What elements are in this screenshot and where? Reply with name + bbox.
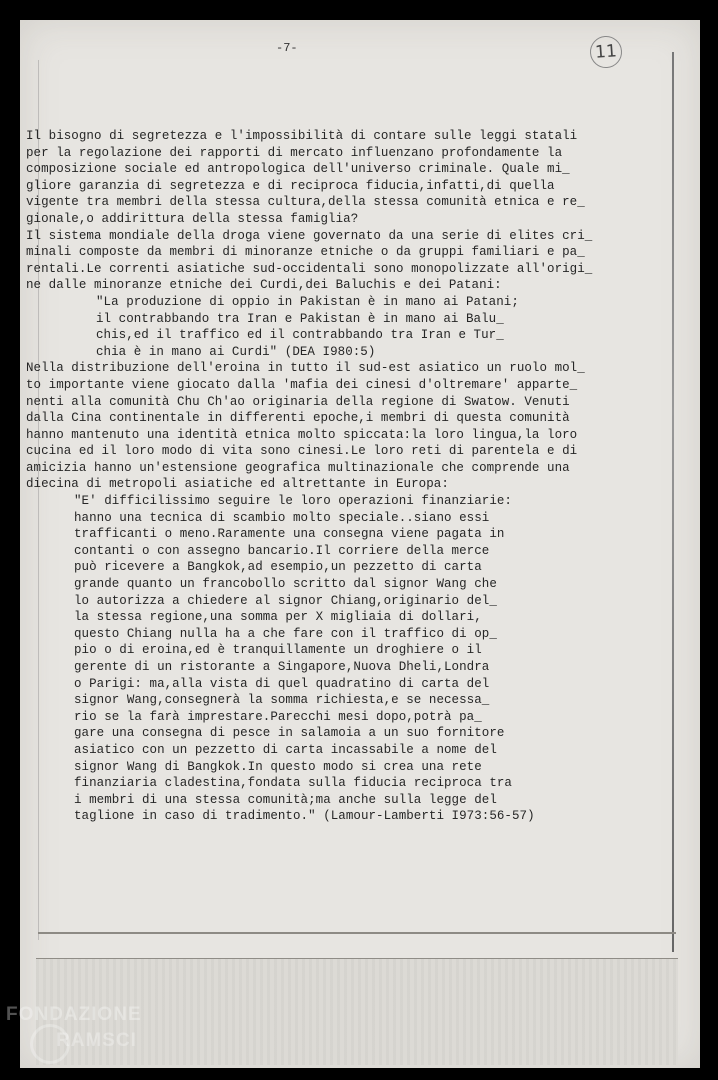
text-line: rentali.Le correnti asiatiche sud-occidentali sono monopolizzate all'origi_	[26, 261, 593, 276]
text-line: hanno mantenuto una identità etnica molto spiccata:la loro lingua,la loro	[26, 427, 578, 442]
page-number: -7-	[276, 41, 298, 55]
text-line: dalla Cina continentale in differenti epoche,i membri di questa comunità	[26, 411, 570, 426]
quote-line: o Parigi: ma,alla vista di quel quadratino di carta del	[74, 676, 490, 691]
text-line: nenti alla comunità Chu Ch'ao originaria della regione di Swatow. Venuti	[26, 394, 570, 409]
quote-line: i membri di una stessa comunità;ma anche sulla legge del	[74, 792, 497, 807]
text-line: diecina di metropoli asiatiche ed altrettante in Europa:	[26, 477, 449, 492]
quote-line: chis,ed il traffico ed il contrabbando tra Iran e Tur_	[96, 328, 504, 343]
quote-line: asiatico con un pezzetto di carta incassabile a nome del	[74, 742, 497, 757]
text-line: minali composte da membri di minoranze etniche o da gruppi familiari e pa_	[26, 245, 585, 260]
text-line: Il sistema mondiale della droga viene governato da una serie di elites cri_	[26, 228, 593, 243]
quote-line: hanno una tecnica di scambio molto speciale..siano essi	[74, 510, 490, 525]
quote-line: signor Wang di Bangkok.In questo modo si crea una rete	[74, 759, 482, 774]
quote-line: grande quanto un francobollo scritto dal signor Wang che	[74, 577, 497, 592]
quote-line: taglione in caso di tradimento." (Lamour-Lamberti I973:56-57)	[74, 809, 535, 824]
text-line: vigente tra membri della stessa cultura,della stessa comunità etnica e re_	[26, 195, 585, 210]
quote-line: gerente di un ristorante a Singapore,Nuova Dheli,Londra	[74, 660, 490, 674]
quote-line: trafficanti o meno.Raramente una consegna viene pagata in	[74, 527, 505, 542]
quote-line: "La produzione di oppio in Pakistan è in mano ai Patani;	[96, 294, 519, 309]
watermark-text: FONDAZIONE	[6, 1004, 142, 1025]
text-line: per la regolazione dei rapporti di mercato influenzano profondamente la	[26, 145, 563, 160]
quote-line: signor Wang,consegnerà la somma richiesta,e se necessa_	[74, 693, 490, 708]
watermark-text-2: RAMSCI	[56, 1030, 137, 1051]
text-line: amicizia hanno un'estensione geografica multinazionale che comprende una	[26, 460, 570, 475]
page-edge-right	[672, 52, 674, 952]
text-line: composizione sociale ed antropologica dell'universo criminale. Quale mi_	[26, 162, 570, 177]
quote-line: questo Chiang nulla ha a che fare con il traffico di op_	[74, 626, 497, 641]
quote-line: lo autorizza a chiedere al signor Chiang,originario del_	[74, 593, 497, 608]
quote-line: rio se la farà imprestare.Parecchi mesi dopo,potrà pa_	[74, 709, 482, 724]
text-line: Nella distribuzione dell'eroina in tutto il sud-est asiatico un ruolo mol_	[26, 361, 585, 376]
quote-line: la stessa regione,una somma per X migliaia di dollari,	[74, 610, 482, 625]
quote-line: gare una consegna di pesce in salamoia a un suo fornitore	[74, 726, 505, 741]
quote-line: finanziaria cladestina,fondata sulla fiducia reciproca tra	[74, 776, 512, 791]
text-line: cucina ed il loro modo di vita sono cinesi.Le loro reti di parentela e di	[26, 444, 578, 459]
page-bottom-rule	[38, 932, 676, 934]
quote-line: il contrabbando tra Iran e Pakistan è in mano ai Balu_	[96, 311, 504, 326]
text-line: to importante viene giocato dalla 'mafia dei cinesi d'oltremare' apparte_	[26, 377, 578, 392]
text-line: Il bisogno di segretezza e l'impossibilità di contare sulle leggi statali	[26, 129, 578, 143]
text-line: gliore garanzia di segretezza e di reciproca fiducia,infatti,di quella	[26, 178, 555, 193]
text-line: gionale,o addirittura della stessa famiglia?	[26, 211, 359, 226]
quote-line: pio o di eroina,ed è tranquillamente un droghiere o il	[74, 643, 482, 658]
quote-line: chia è in mano ai Curdi" (DEA I980:5)	[96, 344, 376, 359]
text-line: ne dalle minoranze etniche dei Curdi,dei Baluchis e dei Patani:	[26, 278, 502, 293]
quote-line: contanti o con assegno bancario.Il corriere della merce	[74, 543, 490, 558]
archive-number-stamp: 11	[589, 35, 623, 69]
typewritten-text	[26, 128, 646, 825]
quote-line: può ricevere a Bangkok,ad esempio,un pezzetto di carta	[74, 560, 482, 575]
quote-line: "E' difficilissimo seguire le loro operazioni finanziarie:	[74, 494, 512, 509]
